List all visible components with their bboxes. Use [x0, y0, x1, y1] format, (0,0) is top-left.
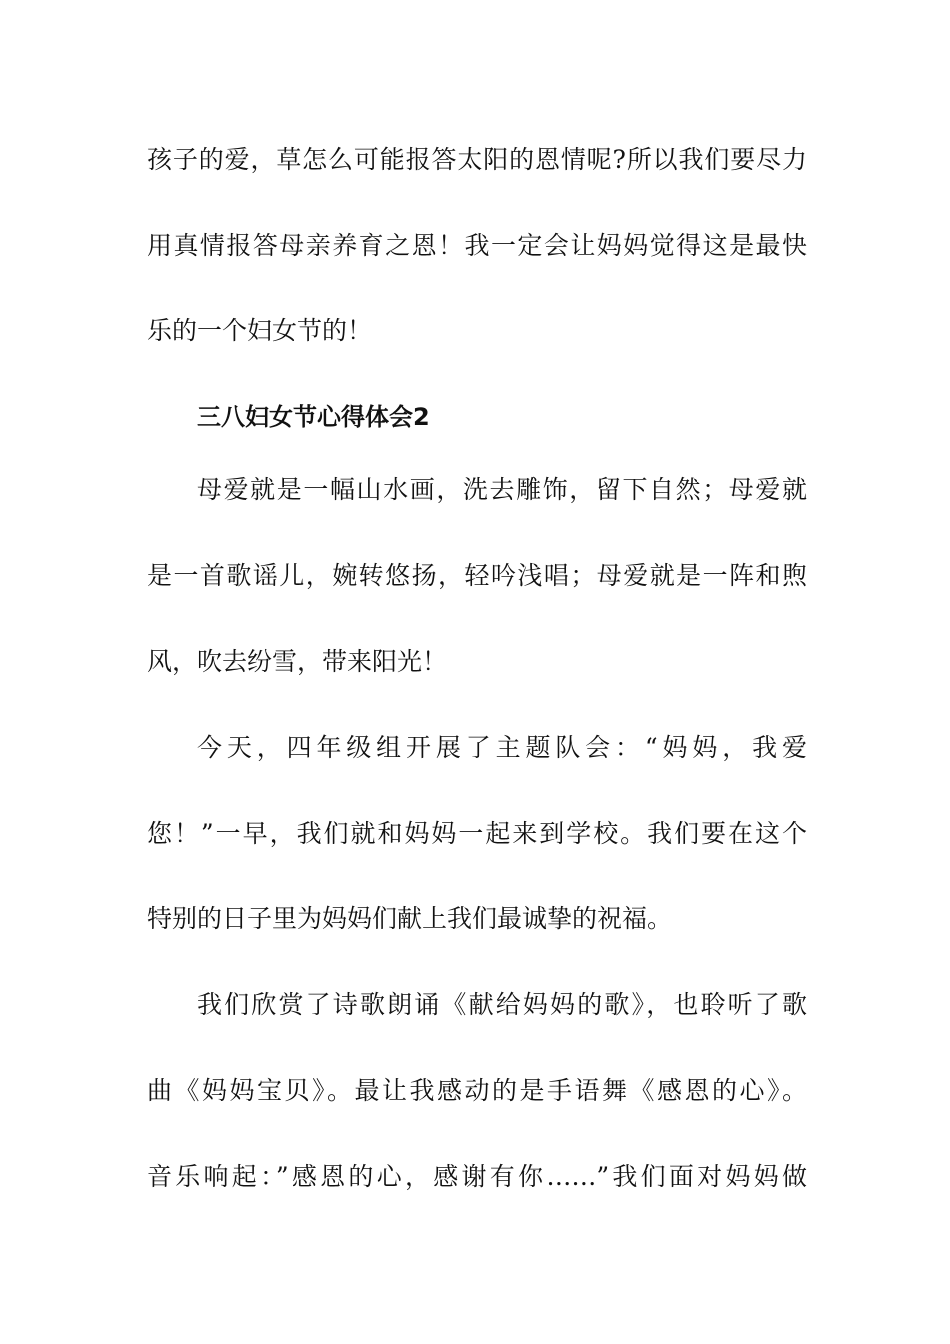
paragraph-line: 我们欣赏了诗歌朗诵《献给妈妈的歌》，也聆听了歌 [197, 990, 807, 1019]
paragraph-line: 孩子的爱，草怎么可能报答太阳的恩情呢?所以我们要尽力 [147, 145, 807, 174]
paragraph-line: 用真情报答母亲养育之恩！我一定会让妈妈觉得这是最快 [147, 231, 807, 260]
paragraph-line: 是一首歌谣儿，婉转悠扬，轻吟浅唱；母爱就是一阵和煦 [147, 561, 807, 590]
paragraph-line: 您！”一早，我们就和妈妈一起来到学校。我们要在这个 [147, 819, 807, 848]
paragraph-line: 母爱就是一幅山水画，洗去雕饰，留下自然；母爱就 [197, 475, 807, 504]
paragraph-line: 风，吹去纷雪，带来阳光！ [147, 647, 448, 676]
paragraph-line: 今天，四年级组开展了主题队会：“妈妈，我爱 [197, 733, 807, 762]
paragraph-line: 乐的一个妇女节的！ [147, 316, 373, 345]
paragraph-line: 曲《妈妈宝贝》。最让我感动的是手语舞《感恩的心》。 [147, 1076, 807, 1105]
paragraph-line: 音乐响起：”感恩的心，感谢有你……”我们面对妈妈做 [147, 1162, 807, 1191]
paragraph-line: 特别的日子里为妈妈们献上我们最诚挚的祝福。 [147, 904, 673, 933]
section-heading: 三八妇女节心得体会2 [197, 403, 430, 431]
